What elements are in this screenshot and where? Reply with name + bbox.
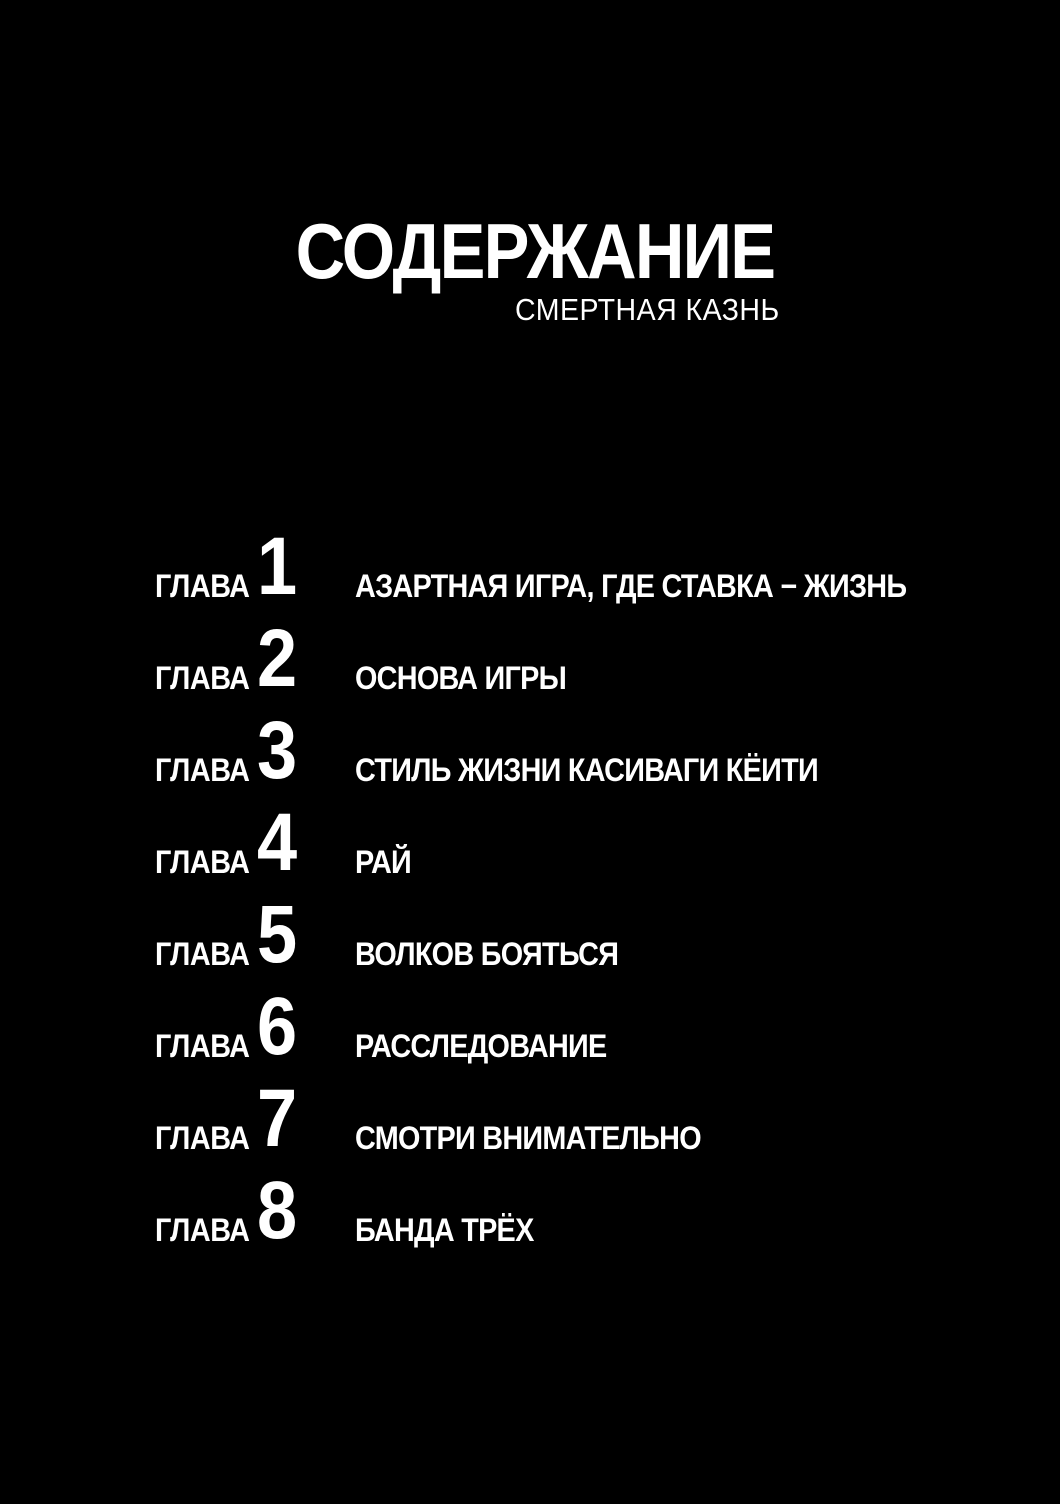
chapter-label: ГЛАВА — [155, 752, 250, 788]
chapter-title: ВОЛКОВ БОЯТЬСЯ — [355, 936, 619, 972]
table-of-contents — [155, 516, 955, 1256]
chapter-number: 8 — [257, 1165, 298, 1256]
chapter-title: РАССЛЕДОВАНИЕ — [355, 1028, 607, 1064]
chapter-number: 5 — [257, 889, 298, 980]
toc-entry-6 — [155, 976, 955, 1072]
chapter-title: ОСНОВА ИГРЫ — [355, 660, 567, 696]
chapter-number: 1 — [257, 521, 298, 612]
chapter-title: РАЙ — [355, 844, 412, 880]
chapter-label: ГЛАВА — [155, 936, 250, 972]
toc-entry-8 — [155, 1160, 955, 1256]
toc-entry-3 — [155, 700, 955, 796]
chapter-number: 4 — [257, 797, 298, 888]
chapter-number: 3 — [257, 705, 298, 796]
title-block — [0, 208, 1060, 294]
chapter-title: СТИЛЬ ЖИЗНИ КАСИВАГИ КЁИТИ — [355, 752, 819, 788]
chapter-label: ГЛАВА — [155, 1120, 250, 1156]
page-title: СОДЕРЖАНИЕ — [295, 207, 775, 295]
chapter-label: ГЛАВА — [155, 568, 250, 604]
chapter-title: АЗАРТНАЯ ИГРА, ГДЕ СТАВКА − ЖИЗНЬ — [355, 568, 907, 604]
chapter-label: ГЛАВА — [155, 1028, 250, 1064]
page-subtitle: СМЕРТНАЯ КАЗНЬ — [515, 292, 780, 327]
chapter-label: ГЛАВА — [155, 844, 250, 880]
chapter-label: ГЛАВА — [155, 660, 250, 696]
toc-entry-4 — [155, 792, 955, 888]
toc-entry-7 — [155, 1068, 955, 1164]
chapter-title: БАНДА ТРЁХ — [355, 1212, 534, 1248]
toc-entry-1 — [155, 516, 955, 612]
chapter-label: ГЛАВА — [155, 1212, 250, 1248]
chapter-number: 2 — [257, 613, 298, 704]
chapter-title: СМОТРИ ВНИМАТЕЛЬНО — [355, 1120, 701, 1156]
chapter-number: 7 — [257, 1073, 298, 1164]
chapter-number: 6 — [257, 981, 298, 1072]
toc-entry-2 — [155, 608, 955, 704]
toc-entry-5 — [155, 884, 955, 980]
